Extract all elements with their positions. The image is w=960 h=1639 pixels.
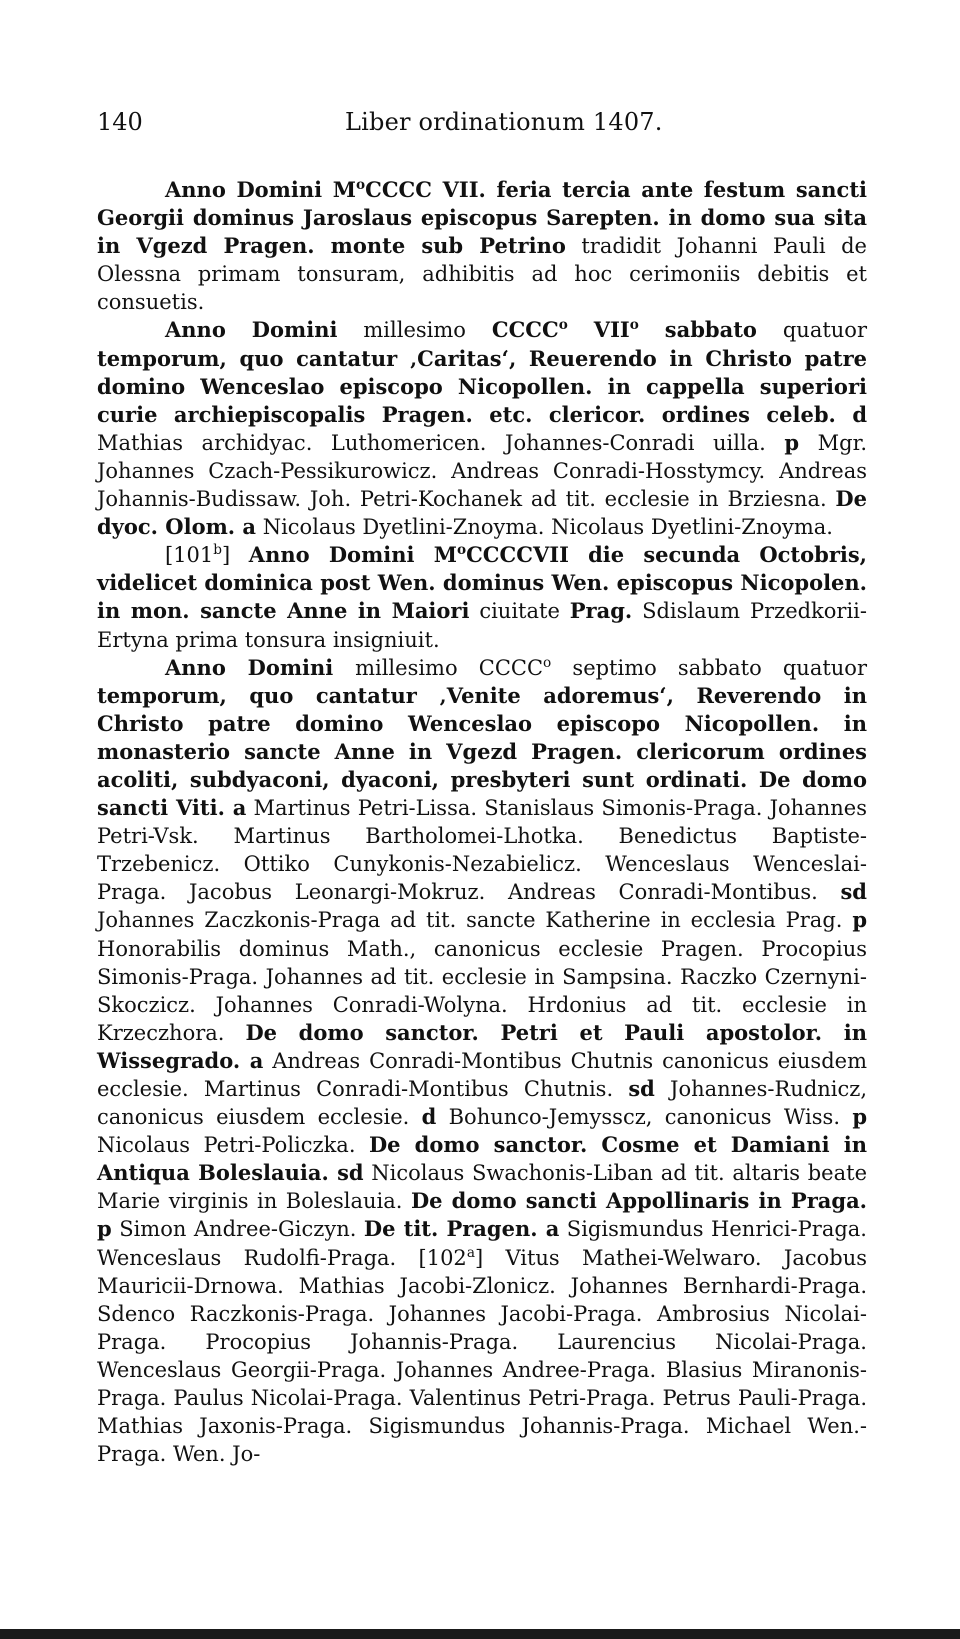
text-run: Johannes Zaczkonis-Praga ad tit. sancte Katherine in ecclesia Prag. (97, 908, 853, 933)
text-run: temporum, quo cantatur ‚Venite adoremus‘, Reverendo in Christo patre domino Wenceslao episcopo Nicopollen. in monasterio sancte Anne in Vgezd Pragen. clericorum ordines acoliti, subdyaconi, dyaconi, presbyteri sunt ordinati. De domo sancti Viti. a (97, 682, 867, 821)
page-number: 140 (97, 108, 143, 136)
text-run: Anno Domini M (248, 542, 457, 568)
text-run: d (421, 1104, 437, 1130)
text-run: Simon Andree-Giczyn. (111, 1217, 364, 1242)
paragraph-3 (97, 541, 867, 653)
text-run: millesimo (363, 318, 466, 343)
text-run: Mathias archidyac. Luthomericen. Johannes-Conradi uilla. (97, 430, 785, 455)
text-run: o (558, 317, 568, 334)
page-header (97, 108, 867, 148)
text-run: De domo sanctor. Petri et Pauli apostolor. in Wissegrado. a (97, 1019, 867, 1073)
text-run: o (543, 654, 552, 671)
text-run: millesimo CCCC (355, 655, 544, 680)
text-run: De domo sancti Appollinaris in Praga. p (97, 1188, 867, 1242)
text-run: Bohunco-Jemysscz, canonicus Wiss. (436, 1105, 853, 1130)
text-run: ] Vitus Mathei-Welwaro. Jacobus Mauricii-Drnowa. Mathias Jacobi-Zlonicz. Johannes Bernhardi-Praga. Sdenco Raczkonis-Praga. Johannes Jacobi-Praga. Ambrosius Nicolai-Praga. Procopius Johannis-Praga. Laurencius Nicolai-Praga. Wenceslaus Georgii-Praga. Johannes Andree-Praga. Blasius Miranonis-Praga. Paulus Nicolai-Praga. Valentinus Petri-Praga. Petrus Pauli-Praga. Mathias Jaxonis-Praga. Sigismundus Johannis-Praga. Michael Wen.-Praga. Wen. Jo- (97, 1245, 868, 1467)
text-run: Prag. (569, 598, 633, 624)
text-run: Sigismundus Henrici-Praga. Wenceslaus Rudolfi-Praga. [102 (97, 1217, 867, 1270)
text-run: p (852, 907, 867, 933)
text-run: VII (567, 317, 630, 343)
text-run: Honorabilis dominus Math., canonicus ecclesie Pragen. Procopius Simonis-Praga. Johannes ad tit. ecclesie in Sampsina. Raczko Czernyni-Skoczicz. Johannes Conradi-Wolyna. Hrdonius ad tit. ecclesie in Krzeczhora. (97, 936, 867, 1045)
text-run: Andreas Conradi-Montibus Chutnis canonicus eiusdem ecclesie. Martinus Conradi-Montibus Chutnis. (97, 1048, 867, 1101)
text-run: o (629, 317, 639, 334)
text-run: De dyoc. Olom. a (97, 486, 867, 540)
text-run: sabbato (638, 317, 783, 343)
paragraph-4 (97, 654, 867, 1469)
text-run: Anno Domini (165, 654, 356, 680)
text-run: CCCCVII die secunda Octobris, videlicet dominica post Wen. dominus Wen. episcopus Nicopolen. in mon. sancte Anne in Maiori (97, 542, 867, 624)
text-run: De domo sanctor. Cosme et Damiani in Antiqua Boleslauia. sd (97, 1132, 867, 1186)
text-run: Mgr. Johannes Czach-Pessikurowicz. Andreas Conradi-Hosstymcy. Andreas Johannis-Budissaw. Joh. Petri-Kochanek ad tit. ecclesie in Brziesna. (97, 430, 867, 512)
text-run: Nicolaus Petri-Policzka. (97, 1133, 369, 1158)
text-run: quatuor (782, 318, 867, 343)
text-run: o (456, 542, 467, 559)
text-run: temporum, quo cantatur ‚Caritas‘, Reuerendo in Christo patre domino Wenceslao episcopo Nicopollen. in cappella superiori curie archiepiscopalis Pragen. etc. clericor. ordines celeb. d (97, 345, 867, 427)
paragraph-1 (97, 176, 867, 316)
text-run: sd (628, 1076, 655, 1101)
text-run: [101 (165, 543, 214, 568)
text-run: Anno Domini (165, 317, 364, 343)
text-run: p (852, 1104, 867, 1130)
running-title: Liber ordinationum 1407. (345, 108, 663, 136)
body-text (97, 176, 867, 1468)
text-run: ] (222, 543, 249, 568)
text-run: ciuitate (469, 599, 570, 624)
text-run: Johannes-Rudnicz, canonicus eiusdem ecclesie. (97, 1077, 867, 1130)
text-run: Nicolaus Swachonis-Liban ad tit. altaris beate Marie virginis in Boleslauia. (97, 1161, 867, 1214)
paragraph-2 (97, 316, 867, 541)
text-run: Martinus Petri-Lissa. Stanislaus Simonis-Praga. Johannes Petri-Vsk. Martinus Bartholomei-Lhotka. Benedictus Baptiste-Trzebenicz. Ottiko Cunykonis-Nezabielicz. Wenceslaus Wenceslai-Praga. Jacobus Leonargi-Mokruz. Andreas Conradi-Montibus. (97, 796, 867, 905)
text-run: Nicolaus Dyetlini-Znoyma. Nicolaus Dyetlini-Znoyma. (256, 515, 833, 540)
text-run: septimo sabbato quatuor (551, 655, 867, 680)
text-run: Sdislaum Przedkorii-Ertyna prima tonsura insigniuit. (97, 599, 867, 652)
text-run: b (213, 542, 223, 559)
text-run: tradidit Johanni Pauli de Olessna primam tonsuram, adhibitis ad hoc cerimoniis debitis et consuetis. (97, 234, 867, 315)
text-run: o (356, 177, 366, 193)
book-page (97, 108, 867, 1468)
scan-edge (0, 1629, 960, 1639)
text-run: De tit. Pragen. a (363, 1216, 560, 1242)
text-run: CCCC VII. feria tercia ante festum sancti Georgii dominus Jaroslaus episcopus Sarepten. in domo sua sita in Vgezd Pragen. monte sub Petrino (97, 177, 867, 259)
text-run: a (466, 1244, 475, 1261)
text-run: CCCC (465, 317, 559, 343)
text-run: Anno Domini M (165, 177, 356, 202)
text-run: p (784, 429, 800, 455)
text-run: sd (840, 879, 867, 905)
